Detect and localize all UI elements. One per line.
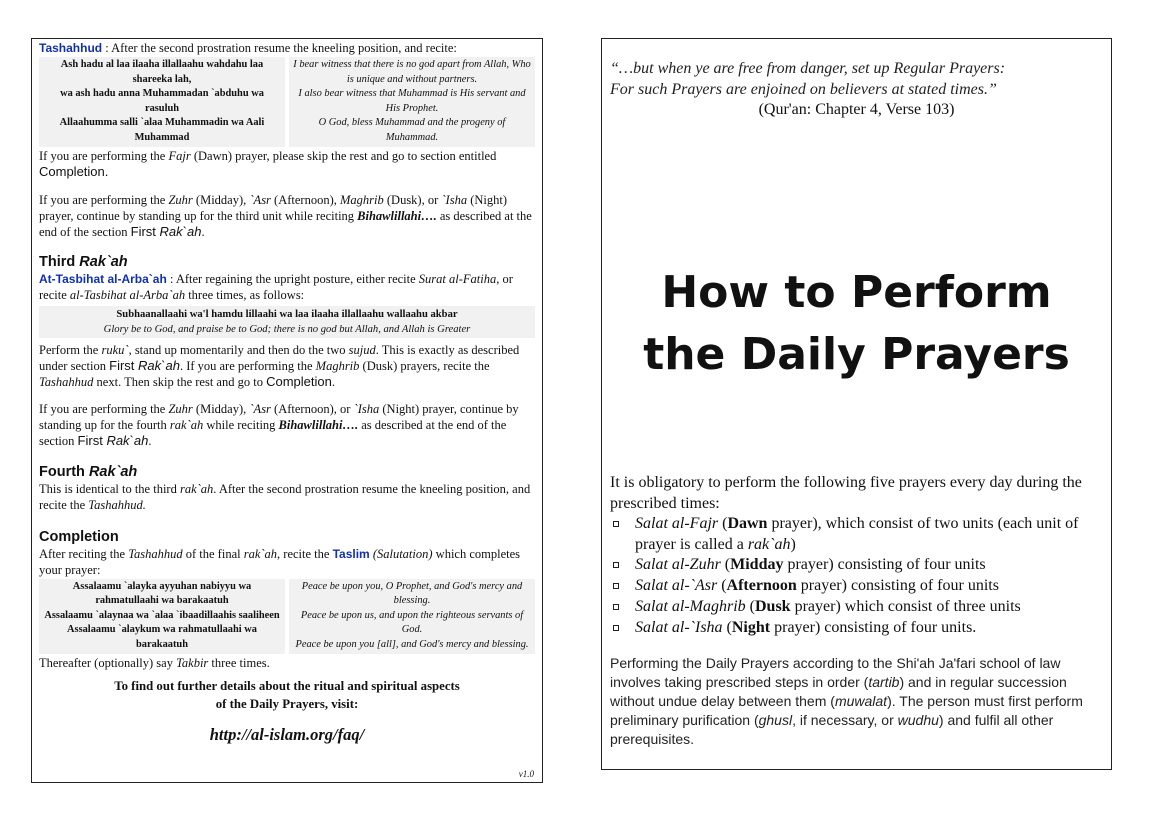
page-title: How to Perform the Daily Prayers <box>643 267 1070 380</box>
right-page <box>601 38 1112 770</box>
version-label: v1.0 <box>518 769 534 779</box>
tashahhud-arabic-column <box>39 57 285 147</box>
list-item: Salat al-`Asr (Afternoon prayer) consisting of four units <box>610 576 1103 597</box>
website-link[interactable]: http://al-islam.org/faq/ <box>209 724 365 744</box>
taslim-arabic-column <box>39 579 285 654</box>
translation-line: I also bear witness that Muhammad is His servant and His Prophet. <box>298 88 526 114</box>
left-page <box>31 38 543 783</box>
square-bullet-icon <box>613 604 619 610</box>
quote-reference: (Qur'an: Chapter 4, Verse 103) <box>758 101 955 118</box>
list-item: Salat al-Fajr (Dawn prayer), which consist of two units (each unit of prayer is called a rak`ah) <box>610 514 1103 555</box>
takbir-instruction: Thereafter (optionally) say Takbir three times. <box>39 655 270 670</box>
tashahhud-recitation-box <box>39 57 535 147</box>
translation-line: Peace be upon us, and upon the righteous servants of God. <box>300 609 524 636</box>
fourth-rakah-text: This is identical to the third rak`ah. After the second prostration resume the kneeling position, and recite the Tashahhud. <box>39 481 531 512</box>
translation-line: Peace be upon you, O Prophet, and God's mercy and blessing. <box>301 580 523 607</box>
recitation-line: Assalaamu `alaynaa wa `alaa `ibaadillaahis saaliheen <box>44 609 280 621</box>
tasbihat-arabic: Subhaanallaahi wa'l hamdu lillaahi wa laa ilaaha illallaahu wallaahu akbar <box>116 308 458 320</box>
completion-heading: Completion <box>39 528 119 545</box>
square-bullet-icon <box>613 583 619 589</box>
fajr-instruction: If you are performing the Fajr (Dawn) prayer, please skip the rest and go to section entitled Completion. <box>39 148 497 179</box>
fourth-unit-instruction: If you are performing the Zuhr (Midday), `Asr (Afternoon), or `Isha (Night) prayer, continue by standing up for the fourth rak`ah while reciting Bihawlillahi…. as described at the end of the section First Rak`ah. <box>39 401 519 448</box>
tasbihat-term: At-Tasbihat al-Arba`ah <box>39 271 167 286</box>
taslim-recitation-box <box>39 579 535 654</box>
recitation-line: Allaahumma salli `alaa Muhammadin wa Aali Muhammad <box>59 117 265 143</box>
tashahhud-term: Tashahhud <box>39 41 103 55</box>
taslim-intro: After reciting the Tashahhud of the final rak`ah, recite the Taslim (Salutation) which completes your prayer: <box>39 546 521 577</box>
ruku-sujud-instruction: Perform the ruku`, stand up momentarily and then do the two sujud. This is exactly as described under section First Rak`ah. If you are performing the Maghrib (Dusk) prayers, recite the Tashahhud next. Then skip the rest and go to Completion. <box>39 342 520 389</box>
square-bullet-icon <box>613 521 619 527</box>
recitation-line: Assalaamu `alayka ayyuhan nabiyyu wa rahmatullaahi wa barakaatuh <box>72 580 252 607</box>
tasbihat-recitation-box <box>39 306 535 338</box>
recitation-line: Ash hadu al laa ilaaha illallaahu wahdahu laa shareeka lah, <box>60 59 264 85</box>
tashahhud-english-column <box>289 57 535 147</box>
taslim-english-column <box>289 579 535 654</box>
tasbihat-english: Glory be to God, and praise be to God; there is no god but Allah, and Allah is Greater <box>103 323 471 335</box>
list-item: Salat al-Zuhr (Midday prayer) consisting of four units <box>610 555 1103 576</box>
translation-line: I bear witness that there is no god apart from Allah, Who is unique and without partners. <box>293 59 531 85</box>
jafari-school-note: Performing the Daily Prayers according to the Shi'ah Ja'fari school of law involves taking prescribed steps in order (tartib) and in regular succession without undue delay between them (muwalat). The person must first perform preliminary purification (ghusl, if necessary, or wudhu) and fulfil all other prerequisites. <box>610 655 1083 748</box>
third-rakah-heading: Third Rak`ah <box>39 253 128 270</box>
obligation-intro: It is obligatory to perform the following five prayers every day during the prescribed times: <box>610 474 1082 512</box>
third-unit-instruction: If you are performing the Zuhr (Midday), `Asr (Afternoon), Maghrib (Dusk), or `Isha (Night) prayer, continue by standing up for the third unit while reciting Bihawlillahi…. as described at the end of the section First Rak`ah. <box>39 192 532 239</box>
tasbihat-intro: At-Tasbihat al-Arba`ah : After regaining the upright posture, either recite Surat al-Fatiha, or recite al-Tasbihat al-Arba`ah three times, as follows: <box>39 271 513 302</box>
square-bullet-icon <box>613 625 619 631</box>
recitation-line: wa ash hadu anna Muhammadan `abduhu wa rasuluh <box>60 88 264 114</box>
translation-line: Peace be upon you [all], and God's mercy and blessing. <box>295 638 529 650</box>
translation-line: O God, bless Muhammad and the progeny of Muhammad. <box>318 117 506 143</box>
list-item: Salat al-`Isha (Night prayer) consisting of four units. <box>610 618 1103 639</box>
tashahhud-intro: Tashahhud : After the second prostration resume the kneeling position, and recite: <box>39 41 457 55</box>
five-prayers-list <box>610 514 1103 638</box>
further-details-note: To find out further details about the ritual and spiritual aspects of the Daily Prayers, visit: <box>114 678 460 711</box>
recitation-line: Assalaamu `alaykum wa rahmatullaahi wa barakaatuh <box>67 624 257 650</box>
taslim-term: Taslim <box>332 546 370 561</box>
list-item: Salat al-Maghrib (Dusk prayer) which consist of three units <box>610 597 1103 618</box>
square-bullet-icon <box>613 562 619 568</box>
quran-quote: “…but when ye are free from danger, set up Regular Prayers: For such Prayers are enjoined on believers at stated times.” <box>610 60 1006 98</box>
fourth-rakah-heading: Fourth Rak`ah <box>39 463 138 480</box>
